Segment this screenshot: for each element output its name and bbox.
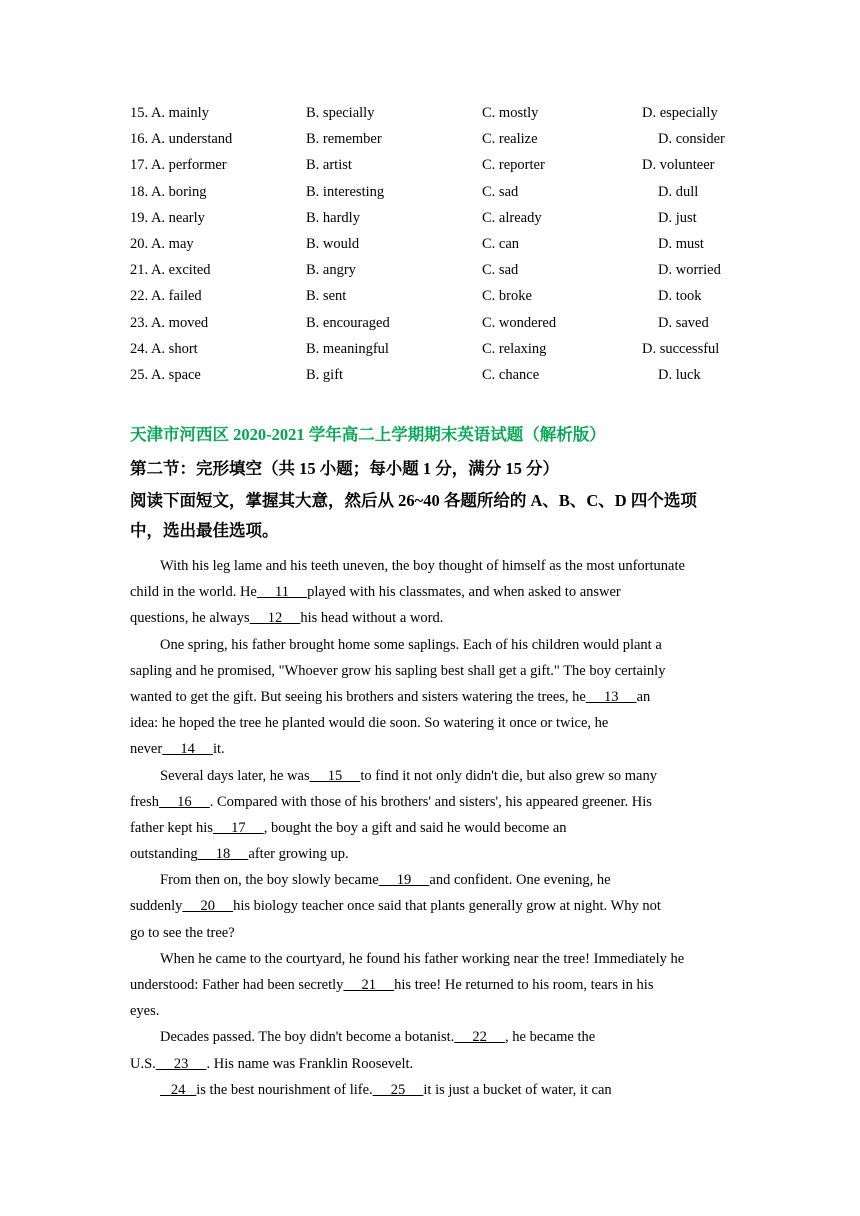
passage-text: played with his classmates, and when asked to answer [307,584,621,601]
option-row [130,284,750,310]
option-row [130,127,750,153]
answer-blank: 21 [343,977,395,993]
option-b: B. angry [306,262,356,279]
option-b: B. meaningful [306,340,389,357]
option-row [130,232,750,258]
option-b: B. remember [306,131,382,148]
passage-line [130,684,730,710]
passage-text: fresh [130,793,159,810]
answer-blank: 17 [212,819,264,836]
option-d: D. saved [658,314,709,331]
option-c: C. sad [482,183,519,200]
passage-line [130,1077,730,1103]
instruction-line: 中，选出最佳选项。 [130,521,279,540]
option-c: C. relaxing [482,340,547,357]
cloze-passage [130,553,730,1103]
answer-blank: 13 [585,688,637,705]
option-b: B. interesting [306,183,385,200]
option-d: D. dull [658,183,699,200]
passage-text: , he became the [505,1029,596,1046]
option-a: 16. A. understand [130,131,233,148]
option-row [130,101,750,127]
passage-line [130,605,730,631]
option-a: 22. A. failed [130,288,202,305]
answer-blank: 12 [249,610,301,627]
passage-text: questions, he always [130,610,250,627]
option-d: D. luck [658,366,701,383]
passage-line [130,579,730,605]
passage-text: after growing up. [248,846,349,863]
option-d: D. must [658,235,704,252]
option-row [130,180,750,206]
option-a: 18. A. boring [130,183,207,200]
option-row [130,206,750,232]
option-a: 15. A. mainly [130,105,209,121]
passage-line [130,553,730,579]
option-a: 21. A. excited [130,262,211,279]
option-b: B. would [306,235,360,252]
option-row [130,258,750,284]
answer-blank: 15 [309,767,361,784]
passage-text: Decades passed. The boy didn't become a botanist. [160,1029,455,1046]
option-a: 20. A. may [130,235,194,252]
passage-text: it is just a bucket of water, it can [423,1081,612,1098]
option-c: C. can [482,235,520,252]
passage-text: Several days later, he was [160,767,310,784]
passage-line [130,763,730,789]
passage-line [130,789,730,815]
passage-text: U.S. [130,1055,156,1072]
answer-blank: 11 [256,584,308,601]
instruction-line: 阅读下面短文，掌握其大意，然后从 26~40 各题所给的 A、B、C、D 四个选项 [130,491,697,510]
passage-text: an [636,688,651,705]
options-table [130,101,750,389]
option-b: B. encouraged [306,314,390,331]
answer-blank: 24 [160,1081,197,1098]
option-d: D. successful [642,340,720,357]
passage-text: With his leg lame and his teeth uneven, the boy thought of himself as the most unfortunate [160,558,685,574]
answer-blank: 25 [372,1081,424,1098]
passage-text: and confident. One evening, he [429,872,611,889]
option-c: C. broke [482,288,532,305]
passage-text: eyes. [130,1003,160,1020]
passage-line [130,893,730,919]
option-b: B. gift [306,366,344,383]
passage-line [130,710,730,736]
section-heading: 第二节：完形填空（共 15 小题；每小题 1 分，满分 15 分） [130,459,559,478]
option-c: C. wondered [482,314,557,331]
option-c: C. realize [482,131,538,148]
option-b: B. specially [306,105,375,121]
option-b: B. hardly [306,209,360,226]
option-row [130,153,750,179]
option-b: B. artist [306,157,352,174]
option-c: C. sad [482,262,519,279]
answer-blank: 16 [159,793,210,810]
passage-line [130,841,730,867]
passage-text: , bought the boy a gift and said he would become an [263,819,567,836]
option-d: D. just [658,209,697,226]
passage-text: understood: Father had been secretly [130,977,344,993]
option-d: D. consider [658,131,725,148]
option-a: 25. A. space [130,366,201,383]
passage-text: wanted to get the gift. But seeing his brothers and sisters watering the trees, he [130,688,586,705]
option-c: C. reporter [482,157,545,174]
passage-text: outstanding [130,846,198,863]
option-row [130,311,750,337]
passage-text: never [130,741,163,758]
option-c: C. mostly [482,105,539,121]
passage-line [130,1024,730,1050]
option-d: D. volunteer [642,157,715,174]
option-a: 17. A. performer [130,157,227,174]
option-row [130,337,750,363]
exam-title: 天津市河西区 2020-2021 学年高二上学期期末英语试题（解析版） [130,425,606,444]
passage-line [130,972,730,998]
passage-line [130,1051,730,1077]
answer-blank: 18 [197,846,249,863]
answer-blank: 23 [155,1055,207,1072]
passage-text: it. [212,741,225,758]
passage-line [130,815,730,841]
answer-blank: 22 [454,1029,506,1046]
passage-text: . Compared with those of his brothers' and sisters', his appeared greener. His [209,793,652,810]
instructions [130,486,740,546]
option-d: D. took [658,288,702,305]
option-c: C. already [482,209,542,226]
passage-line [130,658,730,684]
passage-line [130,920,730,946]
passage-line [130,736,730,762]
passage-text: . His name was Franklin Roosevelt. [206,1055,414,1072]
option-b: B. sent [306,288,347,305]
passage-text: child in the world. He [130,584,257,601]
option-c: C. chance [482,366,540,383]
passage-text: his tree! He returned to his room, tears in his [394,977,654,993]
passage-text: father kept his [130,819,213,836]
passage-text: When he came to the courtyard, he found his father working near the tree! Immediately he [160,950,685,967]
passage-line [130,867,730,893]
passage-line [130,632,730,658]
option-a: 24. A. short [130,340,198,357]
passage-text: sapling and he promised, "Whoever grow his sapling best shall get a gift." The boy certainly [130,662,666,679]
passage-text: his biology teacher once said that plants generally grow at night. Why not [233,898,661,915]
passage-text: go to see the tree? [130,924,235,941]
passage-text: From then on, the boy slowly became [160,872,379,889]
passage-text: One spring, his father brought home some saplings. Each of his children would plant a [160,636,662,653]
passage-line [130,946,730,972]
option-d: D. especially [642,105,718,121]
passage-text: idea: he hoped the tree he planted would die soon. So watering it once or twice, he [130,715,609,732]
passage-line [130,998,730,1024]
answer-blank: 20 [182,898,234,915]
answer-blank: 19 [378,872,430,889]
passage-text: his head without a word. [300,610,444,627]
option-a: 23. A. moved [130,314,209,331]
option-d: D. worried [658,262,721,279]
answer-blank: 14 [162,741,213,758]
passage-text: is the best nourishment of life. [196,1081,373,1098]
passage-text: to find it not only didn't die, but also grew so many [360,767,657,784]
option-row [130,363,750,389]
option-a: 19. A. nearly [130,209,205,226]
passage-text: suddenly [130,898,183,915]
